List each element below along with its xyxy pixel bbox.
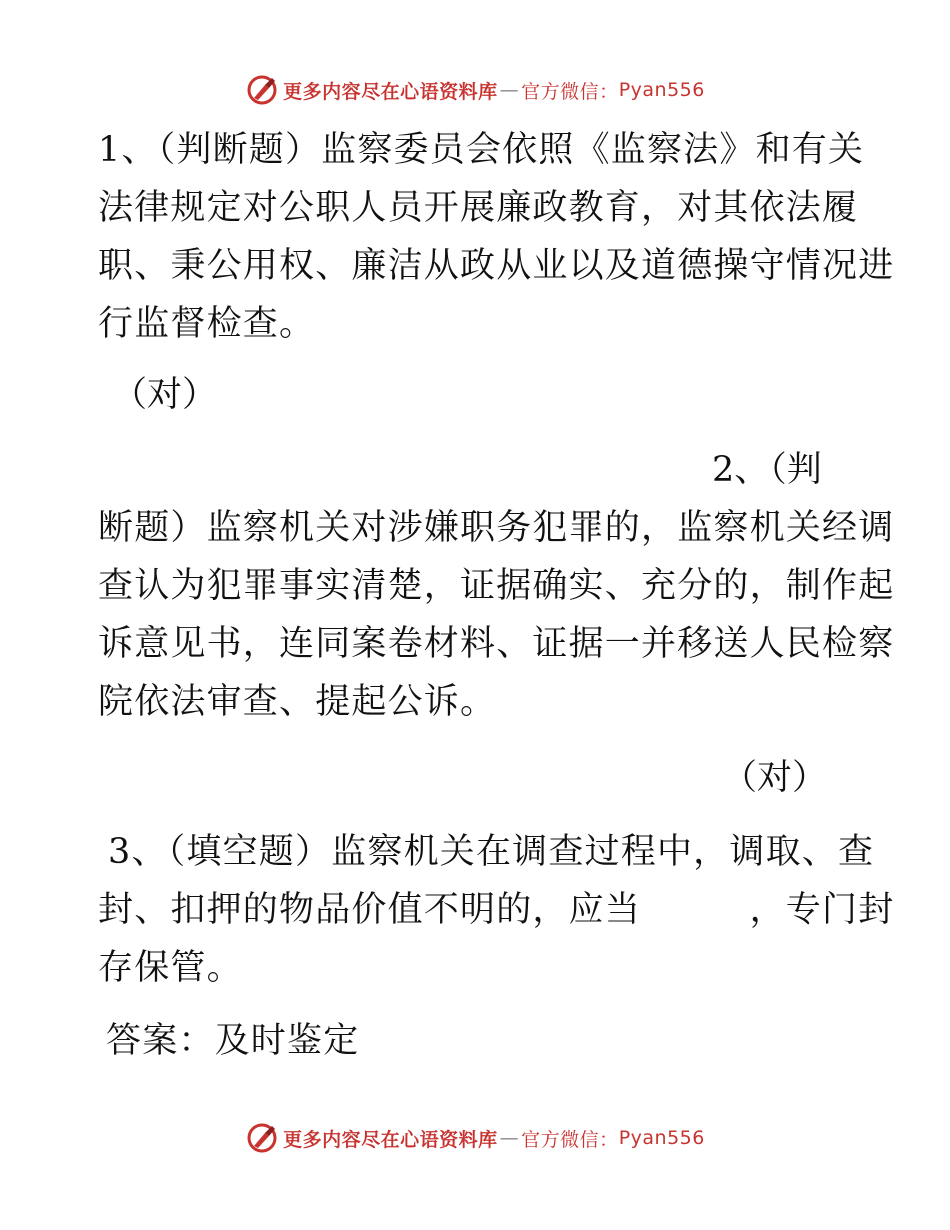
q3-line-1: 3、（填空题）监察机关在调查过程中，调取、查 xyxy=(108,832,875,872)
wechat-account: Pyan556 xyxy=(618,1127,705,1149)
footer-watermark xyxy=(0,1118,950,1158)
wechat-label: 官方微信： xyxy=(521,80,619,103)
q2-line-4: 诉意见书，连同案卷材料、证据一并移送人民检察 xyxy=(98,624,895,664)
separator-dash: — xyxy=(499,1127,520,1149)
q1-line-4: 行监督检查。 xyxy=(98,304,316,344)
q2-line-2: 断题）监察机关对涉嫌职务犯罪的，监察机关经调 xyxy=(98,508,895,548)
pen-logo-icon xyxy=(245,1121,279,1155)
q1-answer: （对） xyxy=(112,375,218,415)
wechat-account: Pyan556 xyxy=(618,79,705,101)
wechat-label: 官方微信： xyxy=(521,1128,619,1151)
pen-logo-icon xyxy=(245,73,279,107)
q1-line-1: 1、（判断题）监察委员会依照《监察法》和有关 xyxy=(98,130,865,170)
q1-line-3: 职、秉公用权、廉洁从政从业以及道德操守情况进 xyxy=(98,246,895,286)
site-name: 更多内容尽在心语资料库 xyxy=(283,80,498,103)
q3-answer: 答案：及时鉴定 xyxy=(106,1021,360,1061)
q3-line-3: 存保管。 xyxy=(98,948,243,988)
q2-line-1: 2、（判 xyxy=(712,450,822,490)
q1-line-2: 法律规定对公职人员开展廉政教育，对其依法履 xyxy=(98,188,859,228)
q2-answer: （对） xyxy=(722,758,828,798)
q3-line-2: 封、扣押的物品价值不明的，应当 ，专门封 xyxy=(98,890,895,930)
separator-dash: — xyxy=(499,79,520,101)
site-name: 更多内容尽在心语资料库 xyxy=(283,1128,498,1151)
header-watermark xyxy=(0,70,950,110)
q2-line-5: 院依法审查、提起公诉。 xyxy=(98,682,497,722)
q2-line-3: 查认为犯罪事实清楚，证据确实、充分的，制作起 xyxy=(98,566,895,606)
